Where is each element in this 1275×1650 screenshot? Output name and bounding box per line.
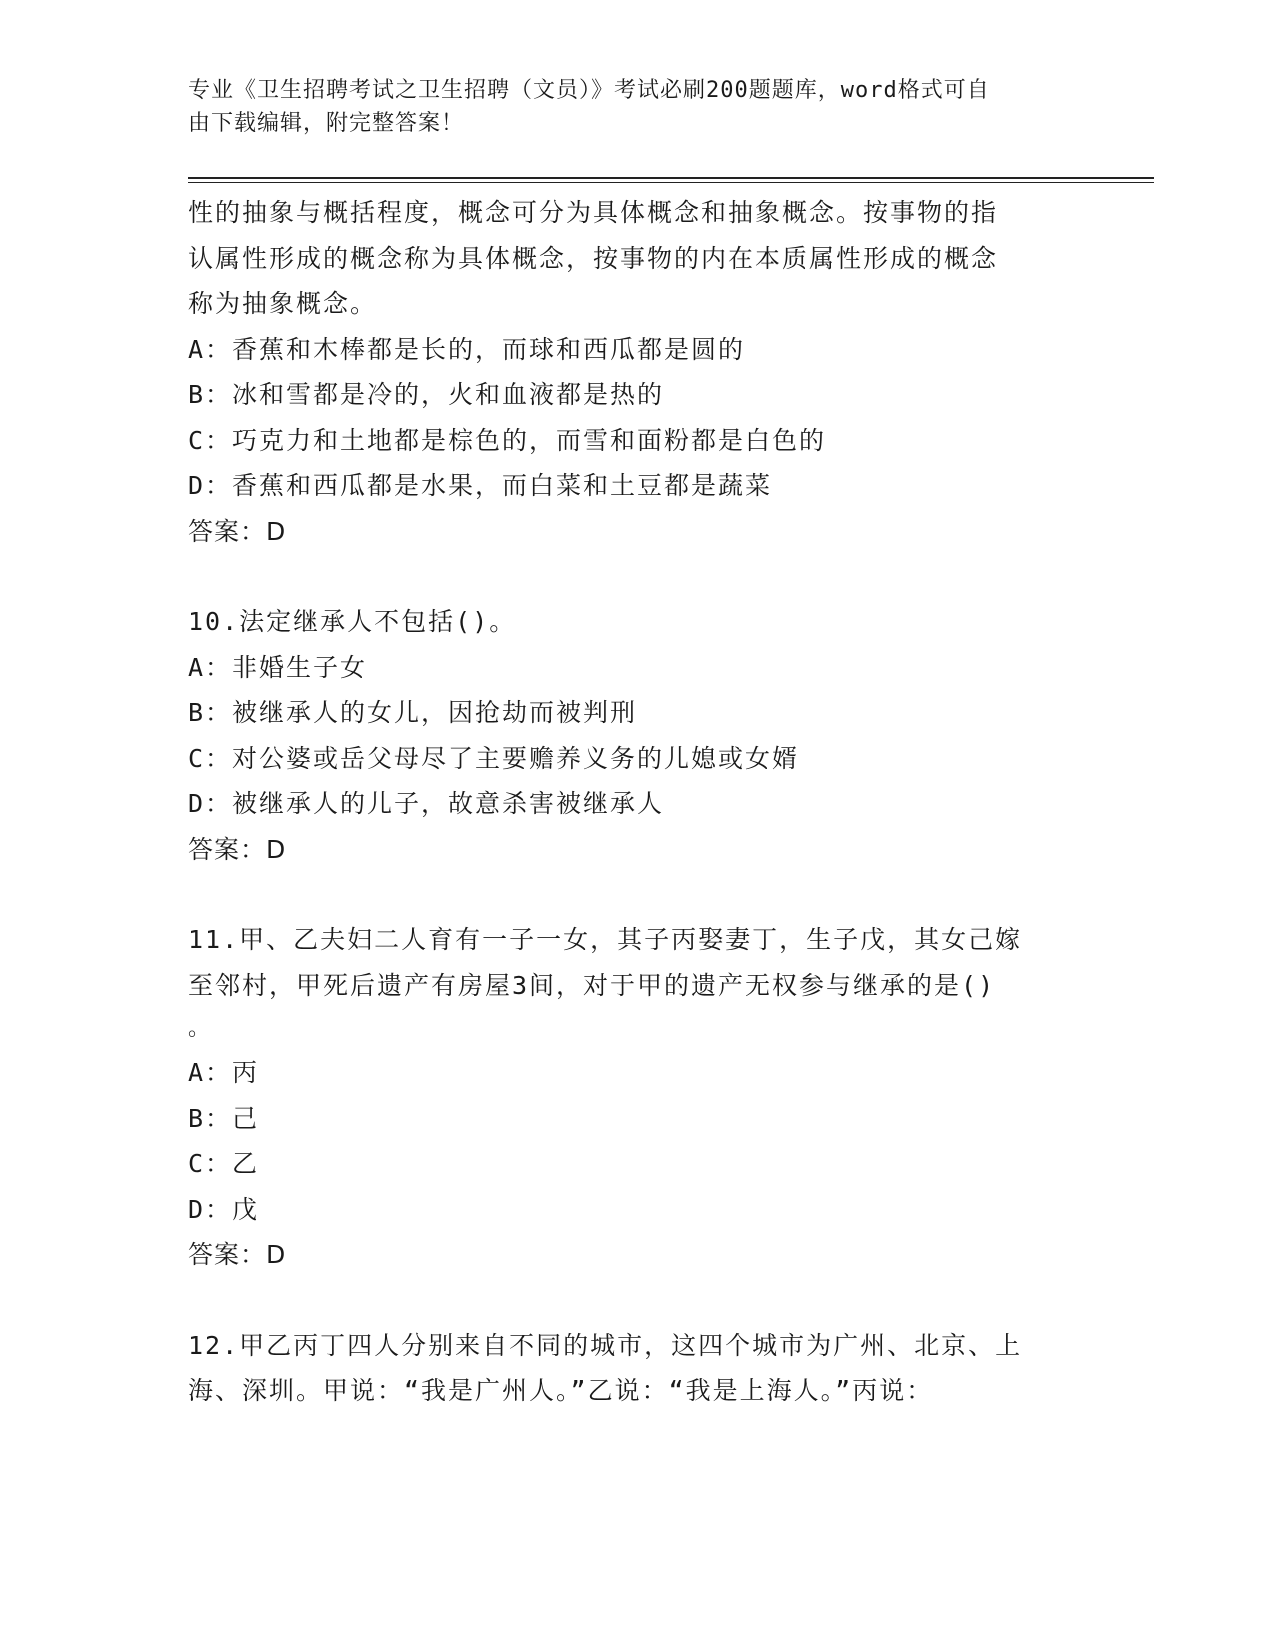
question-12 <box>188 1323 1088 1414</box>
document-body <box>188 190 1088 1414</box>
question-stem-line: 至邻村，甲死后遗产有房屋3间，对于甲的遗产无权参与继承的是() <box>188 970 996 1000</box>
spacer <box>188 1278 1088 1323</box>
option-c: C：乙 <box>188 1149 260 1178</box>
header-divider <box>188 177 1154 183</box>
option-b: B：己 <box>188 1103 260 1133</box>
question-9 <box>188 190 1088 554</box>
page-header <box>188 74 1068 140</box>
question-stem-line: 认属性形成的概念称为具体概念，按事物的内在本质属性形成的概念 <box>188 243 999 273</box>
option-b: B：冰和雪都是冷的，火和血液都是热的 <box>188 380 665 409</box>
option-b: B：被继承人的女儿，因抢劫而被判刑 <box>188 698 638 727</box>
question-stem-line: 海、深圳。甲说：“我是广州人。”乙说：“我是上海人。”丙说： <box>188 1376 934 1405</box>
spacer <box>188 872 1088 917</box>
option-a: A：非婚生子女 <box>188 652 368 682</box>
spacer <box>188 554 1088 599</box>
answer: 答案：D <box>188 516 287 546</box>
question-stem-tail: 。 <box>188 1016 213 1041</box>
question-stem-line: 11.甲、乙夫妇二人育有一子一女，其子丙娶妻丁，生子戊，其女己嫁 <box>188 925 1023 954</box>
option-a: A：丙 <box>188 1058 260 1087</box>
option-c: C：对公婆或岳父母尽了主要赡养义务的儿媳或女婿 <box>188 743 800 773</box>
option-d: D：被继承人的儿子，故意杀害被继承人 <box>188 789 665 818</box>
question-stem-line: 10.法定继承人不包括()。 <box>188 607 517 636</box>
question-stem-line: 称为抽象概念。 <box>188 289 378 318</box>
question-10 <box>188 599 1088 872</box>
option-d: D：香蕉和西瓜都是水果，而白菜和土豆都是蔬菜 <box>188 471 773 500</box>
answer: 答案：D <box>188 834 287 864</box>
question-stem-line: 12.甲乙丙丁四人分别来自不同的城市，这四个城市为广州、北京、上 <box>188 1330 1023 1360</box>
question-stem-line: 性的抽象与概括程度，概念可分为具体概念和抽象概念。按事物的指 <box>188 198 999 227</box>
answer: 答案：D <box>188 1240 287 1269</box>
option-d: D：戊 <box>188 1194 260 1224</box>
header-line-2: 由下载编辑，附完整答案！ <box>188 111 465 136</box>
header-line-1: 专业《卫生招聘考试之卫生招聘（文员）》考试必刷200题题库，word格式可自 <box>188 78 990 103</box>
question-11 <box>188 917 1088 1278</box>
option-a: A：香蕉和木棒都是长的，而球和西瓜都是圆的 <box>188 334 746 364</box>
option-c: C：巧克力和土地都是棕色的，而雪和面粉都是白色的 <box>188 425 827 455</box>
